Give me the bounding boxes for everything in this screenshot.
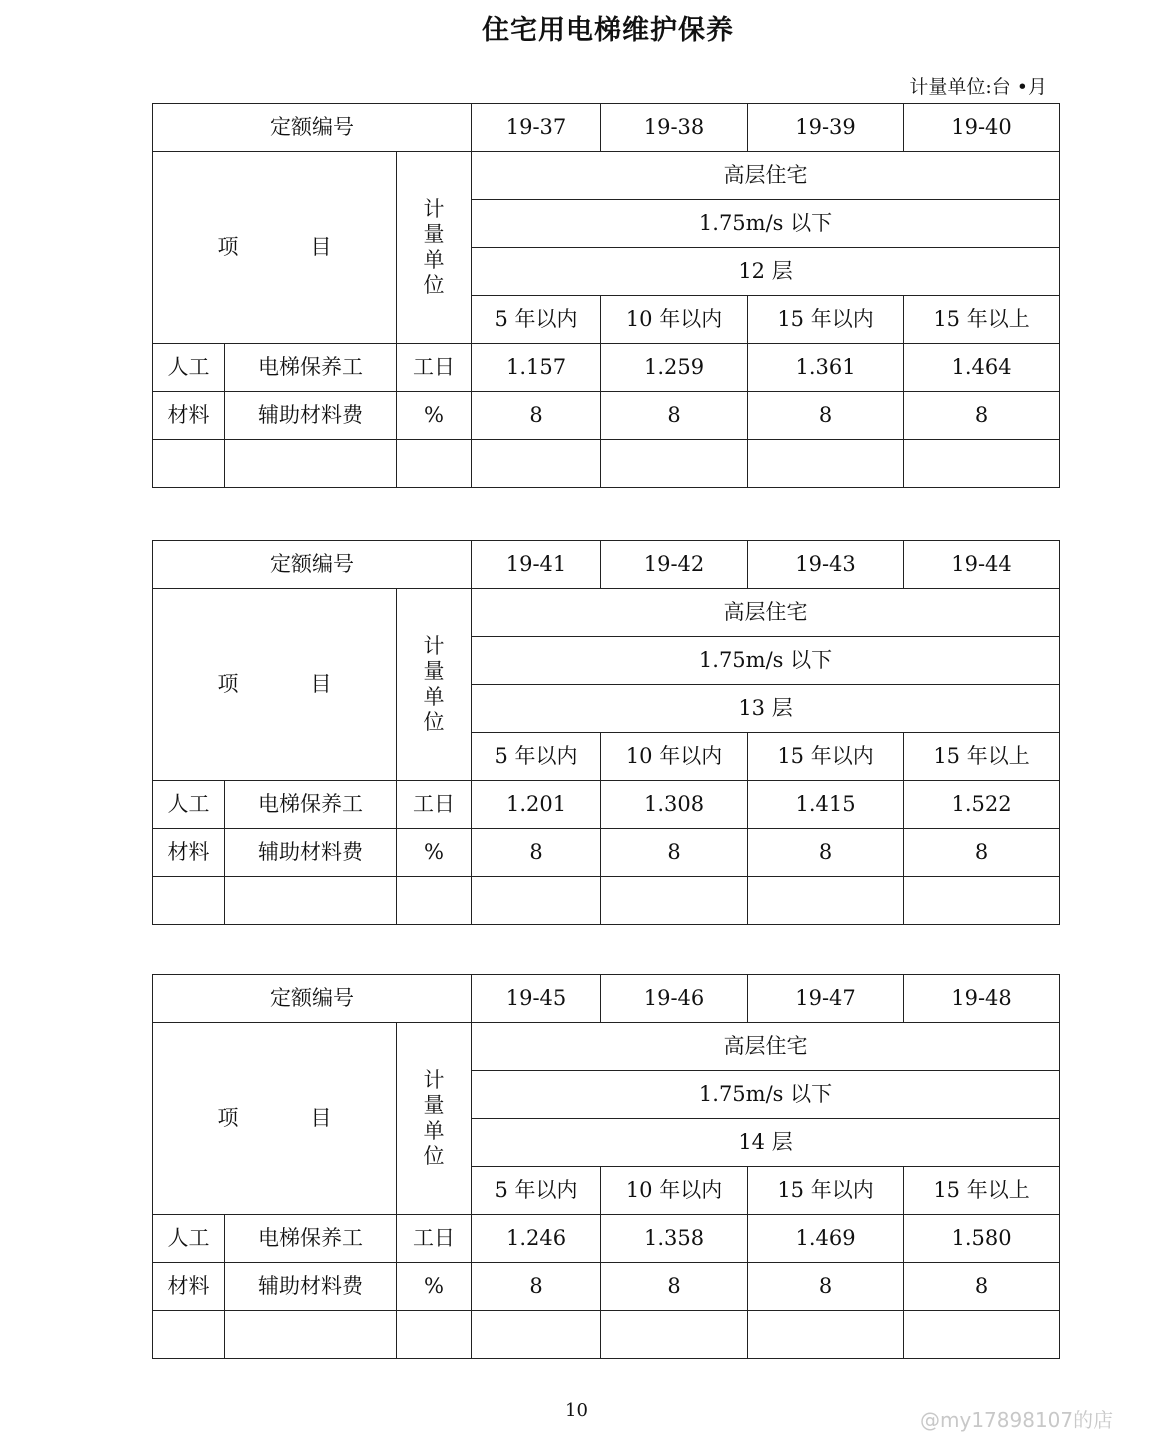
material-item: 辅助材料费 <box>225 392 397 440</box>
quota-table <box>152 540 1060 925</box>
labor-item: 电梯保养工 <box>225 781 397 829</box>
quota-table <box>152 103 1060 488</box>
labor-row <box>153 344 1060 392</box>
item-header: 项 目 <box>153 152 397 344</box>
material-row <box>153 1263 1060 1311</box>
empty-cell <box>748 1311 904 1359</box>
year-cell: 5 年以内 <box>472 733 601 781</box>
category-cell: 高层住宅 <box>472 1023 1060 1071</box>
empty-cell <box>153 877 225 925</box>
labor-value: 1.157 <box>472 344 601 392</box>
material-value: 8 <box>904 829 1060 877</box>
material-row <box>153 829 1060 877</box>
code-header: 定额编号 <box>153 541 472 589</box>
empty-cell <box>153 1311 225 1359</box>
empty-cell <box>153 440 225 488</box>
labor-label: 人工 <box>153 1215 225 1263</box>
empty-cell <box>601 440 748 488</box>
material-value: 8 <box>748 392 904 440</box>
empty-cell <box>601 877 748 925</box>
labor-value: 1.580 <box>904 1215 1060 1263</box>
code-cell: 19-41 <box>472 541 601 589</box>
year-cell: 10 年以内 <box>601 733 748 781</box>
empty-cell <box>472 1311 601 1359</box>
material-value: 8 <box>748 1263 904 1311</box>
material-value: 8 <box>601 829 748 877</box>
code-header: 定额编号 <box>153 975 472 1023</box>
category-cell: 高层住宅 <box>472 152 1060 200</box>
empty-row <box>153 877 1060 925</box>
year-cell: 5 年以内 <box>472 296 601 344</box>
labor-label: 人工 <box>153 344 225 392</box>
labor-unit: 工日 <box>397 1215 472 1263</box>
labor-item: 电梯保养工 <box>225 344 397 392</box>
empty-cell <box>904 1311 1060 1359</box>
empty-cell <box>748 440 904 488</box>
speed-cell: 1.75m/s 以下 <box>472 637 1060 685</box>
year-cell: 15 年以上 <box>904 733 1060 781</box>
watermark: @my17898107的店 <box>920 1408 1114 1432</box>
empty-cell <box>225 440 397 488</box>
material-item: 辅助材料费 <box>225 1263 397 1311</box>
labor-value: 1.308 <box>601 781 748 829</box>
material-unit: % <box>397 829 472 877</box>
year-cell: 15 年以内 <box>748 1167 904 1215</box>
empty-cell <box>397 1311 472 1359</box>
labor-value: 1.522 <box>904 781 1060 829</box>
labor-value: 1.464 <box>904 344 1060 392</box>
year-cell: 15 年以内 <box>748 733 904 781</box>
code-cell: 19-45 <box>472 975 601 1023</box>
category-row <box>153 589 1060 637</box>
year-cell: 15 年以上 <box>904 296 1060 344</box>
code-cell: 19-37 <box>472 104 601 152</box>
unit-header: 计 量 单 位 <box>397 152 472 344</box>
labor-label: 人工 <box>153 781 225 829</box>
empty-cell <box>748 877 904 925</box>
year-cell: 10 年以内 <box>601 296 748 344</box>
year-cell: 5 年以内 <box>472 1167 601 1215</box>
quota-table <box>152 974 1060 1359</box>
code-cell: 19-47 <box>748 975 904 1023</box>
year-cell: 10 年以内 <box>601 1167 748 1215</box>
material-value: 8 <box>904 392 1060 440</box>
code-cell: 19-44 <box>904 541 1060 589</box>
labor-value: 1.246 <box>472 1215 601 1263</box>
code-header: 定额编号 <box>153 104 472 152</box>
category-cell: 高层住宅 <box>472 589 1060 637</box>
speed-cell: 1.75m/s 以下 <box>472 200 1060 248</box>
empty-cell <box>225 1311 397 1359</box>
empty-row <box>153 1311 1060 1359</box>
code-cell: 19-42 <box>601 541 748 589</box>
labor-value: 1.201 <box>472 781 601 829</box>
empty-cell <box>397 440 472 488</box>
labor-row <box>153 781 1060 829</box>
empty-row <box>153 440 1060 488</box>
material-label: 材料 <box>153 392 225 440</box>
labor-row <box>153 1215 1060 1263</box>
page-number: 10 <box>565 1400 588 1421</box>
unit-header: 计 量 单 位 <box>397 1023 472 1215</box>
floors-cell: 13 层 <box>472 685 1060 733</box>
material-label: 材料 <box>153 1263 225 1311</box>
unit-header: 计 量 单 位 <box>397 589 472 781</box>
material-value: 8 <box>748 829 904 877</box>
empty-cell <box>225 877 397 925</box>
code-row <box>153 104 1060 152</box>
labor-unit: 工日 <box>397 781 472 829</box>
item-header: 项 目 <box>153 589 397 781</box>
material-value: 8 <box>472 392 601 440</box>
empty-cell <box>904 877 1060 925</box>
labor-value: 1.469 <box>748 1215 904 1263</box>
code-cell: 19-39 <box>748 104 904 152</box>
code-cell: 19-43 <box>748 541 904 589</box>
code-cell: 19-48 <box>904 975 1060 1023</box>
empty-cell <box>472 440 601 488</box>
item-header: 项 目 <box>153 1023 397 1215</box>
code-cell: 19-38 <box>601 104 748 152</box>
year-cell: 15 年以内 <box>748 296 904 344</box>
material-row <box>153 392 1060 440</box>
code-cell: 19-46 <box>601 975 748 1023</box>
labor-value: 1.361 <box>748 344 904 392</box>
year-cell: 15 年以上 <box>904 1167 1060 1215</box>
material-item: 辅助材料费 <box>225 829 397 877</box>
category-row <box>153 152 1060 200</box>
empty-cell <box>397 877 472 925</box>
labor-unit: 工日 <box>397 344 472 392</box>
labor-value: 1.358 <box>601 1215 748 1263</box>
floors-cell: 14 层 <box>472 1119 1060 1167</box>
speed-cell: 1.75m/s 以下 <box>472 1071 1060 1119</box>
page-title: 住宅用电梯维护保养 <box>482 15 734 46</box>
labor-item: 电梯保养工 <box>225 1215 397 1263</box>
material-value: 8 <box>601 1263 748 1311</box>
labor-value: 1.415 <box>748 781 904 829</box>
material-unit: % <box>397 1263 472 1311</box>
material-value: 8 <box>904 1263 1060 1311</box>
material-value: 8 <box>472 829 601 877</box>
empty-cell <box>904 440 1060 488</box>
material-value: 8 <box>601 392 748 440</box>
material-unit: % <box>397 392 472 440</box>
empty-cell <box>601 1311 748 1359</box>
unit-note: 计量单位:台 •月 <box>909 76 1047 98</box>
material-label: 材料 <box>153 829 225 877</box>
material-value: 8 <box>472 1263 601 1311</box>
category-row <box>153 1023 1060 1071</box>
code-row <box>153 975 1060 1023</box>
code-cell: 19-40 <box>904 104 1060 152</box>
floors-cell: 12 层 <box>472 248 1060 296</box>
code-row <box>153 541 1060 589</box>
empty-cell <box>472 877 601 925</box>
labor-value: 1.259 <box>601 344 748 392</box>
